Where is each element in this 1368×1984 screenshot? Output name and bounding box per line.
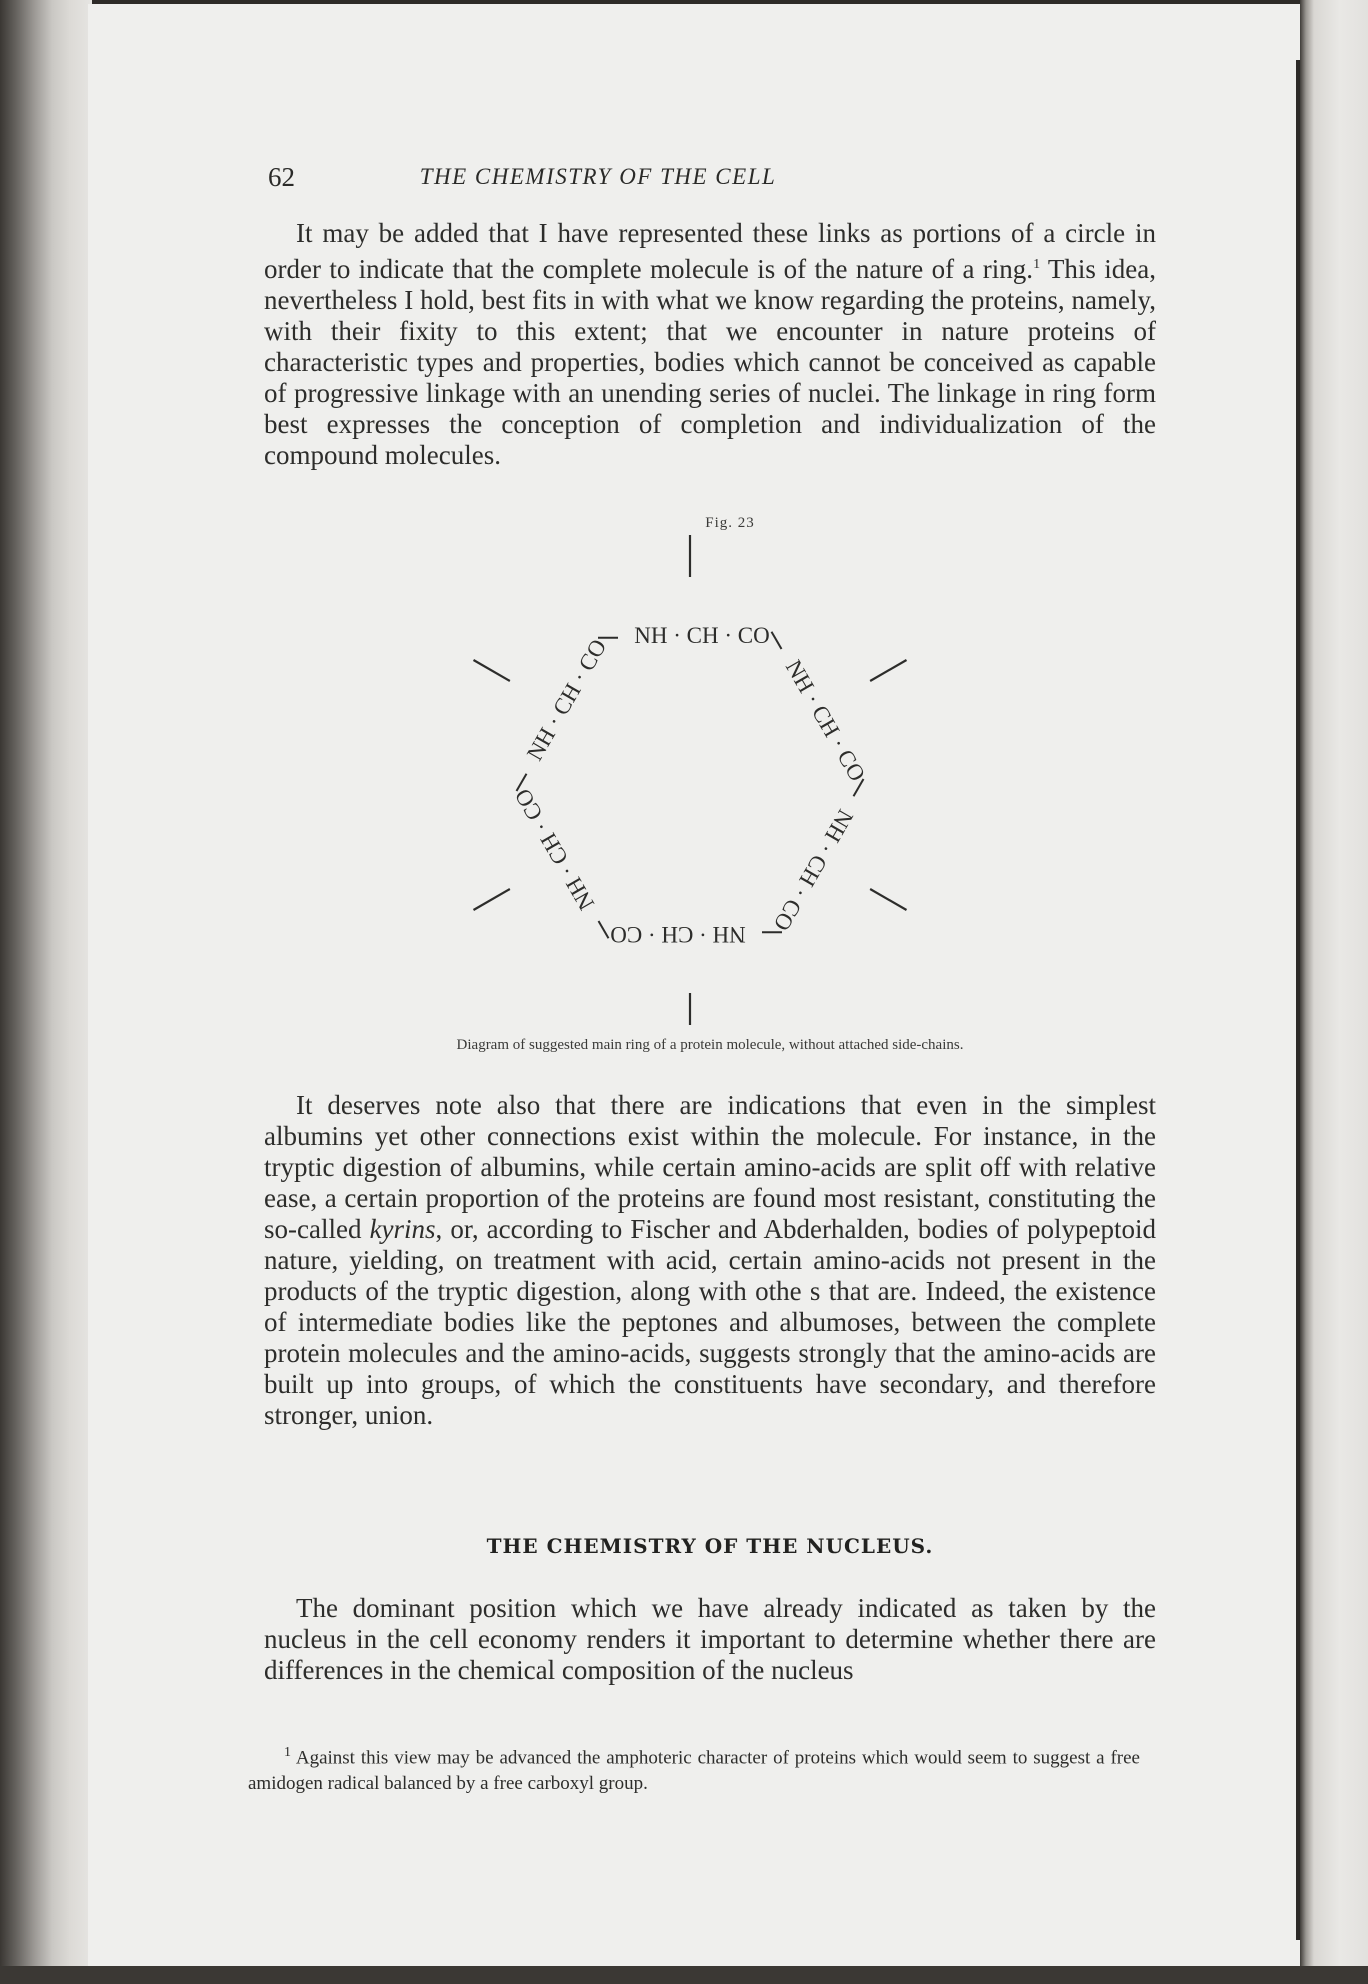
figure-label: Fig. 23: [705, 515, 755, 531]
side-chain-tick: [870, 660, 906, 681]
facing-page-edge: [1300, 0, 1368, 1984]
ring-segment-label: NH · CH · CO: [780, 655, 871, 786]
ring-segment: [769, 774, 877, 935]
ring-segment-label: NH · CH · CO: [634, 623, 770, 649]
footnote-text: Against this view may be advanced the amphoteric character of proteins which would seem to suggest a free amidogen radical balanced by a free carboxyl group.: [248, 1747, 1140, 1795]
paragraph-text: This idea, nevertheless I hold, best fits in with what we know regarding the proteins, namely, with their fixity to this extent; that we encounter in nature proteins of characteristic types and properties, bodies which cannot be conceived as capable of progressive linkage with an unending series of nuclei. The linkage in ring form best expresses the conception of completion and individualization of the compound molecules.: [264, 254, 1156, 470]
ring-segment-label: NH · CH · CO: [509, 784, 600, 915]
protein-ring-diagram: [420, 535, 960, 1025]
side-chain-tick: [473, 660, 509, 681]
paragraph-text: It may be added that I have represented these links as portions of a circle in order to indicate that the complete molecule is of the nature of a ring.: [264, 218, 1156, 284]
figure-caption: Diagram of suggested main ring of a protein molecule, without attached side-chains.: [456, 1037, 964, 1053]
side-chain-tick: [870, 889, 906, 910]
footnote: [248, 1740, 1140, 1797]
paragraph-other-connections: [264, 1090, 1156, 1431]
ring-segment: [598, 623, 770, 648]
ring-segment-label: NH · CH · CO: [610, 921, 746, 947]
ring-segment: [610, 922, 782, 947]
page-header: [268, 162, 928, 202]
side-chain-tick: [473, 889, 509, 910]
italic-term: kyrins: [369, 1214, 436, 1244]
running-head: THE CHEMISTRY OF THE CELL: [419, 164, 777, 189]
section-heading: THE CHEMISTRY OF THE NUCLEUS.: [486, 1534, 934, 1558]
paragraph-text: It deserves note also that there are indications that even in the simplest albumins yet other connections exist within the molecule. For instance, in the tryptic digestion of albumins, while certain amino-acids are split off with relative ease, a certain proportion of the proteins are found most resistant, constituting the so-called: [264, 1090, 1156, 1244]
footnote-reference: 1: [1033, 257, 1041, 272]
ring-bond-dash: [599, 921, 609, 938]
ring-segment: [504, 635, 612, 796]
ring-segment-label: NH · CH · CO: [768, 805, 859, 936]
ring-segment: [510, 784, 618, 945]
ring-segment: [763, 624, 871, 785]
page-number: 62: [268, 162, 295, 192]
footnote-marker: 1: [284, 1745, 291, 1760]
ring-bond-dash: [772, 632, 782, 649]
paragraph-text: , or, according to Fischer and Abderhalden, bodies of polypeptoid nature, yielding, on treatment with acid, certain amino-acids not present in the products of the tryptic digestion, along with othe s that are. Indeed, the existence of intermediate bodies like the peptones and albumoses, between the complete protein molecules and the amino-acids, suggests strongly that the amino-acids are built up into groups, of which the constituents have secondary, and therefore stronger, union.: [264, 1214, 1157, 1430]
bottom-page-edge: [0, 1966, 1368, 1984]
paragraph-nucleus: [264, 1593, 1156, 1686]
ring-segment-label: NH · CH · CO: [521, 634, 612, 765]
book-binding-edge: [0, 0, 92, 1984]
paragraph-ring-links: [264, 218, 1156, 471]
paragraph-text: The dominant position which we have already indicated as taken by the nucleus in the cell economy renders it important to determine whether there are differences in the chemical composition of the nucleus: [264, 1593, 1156, 1685]
